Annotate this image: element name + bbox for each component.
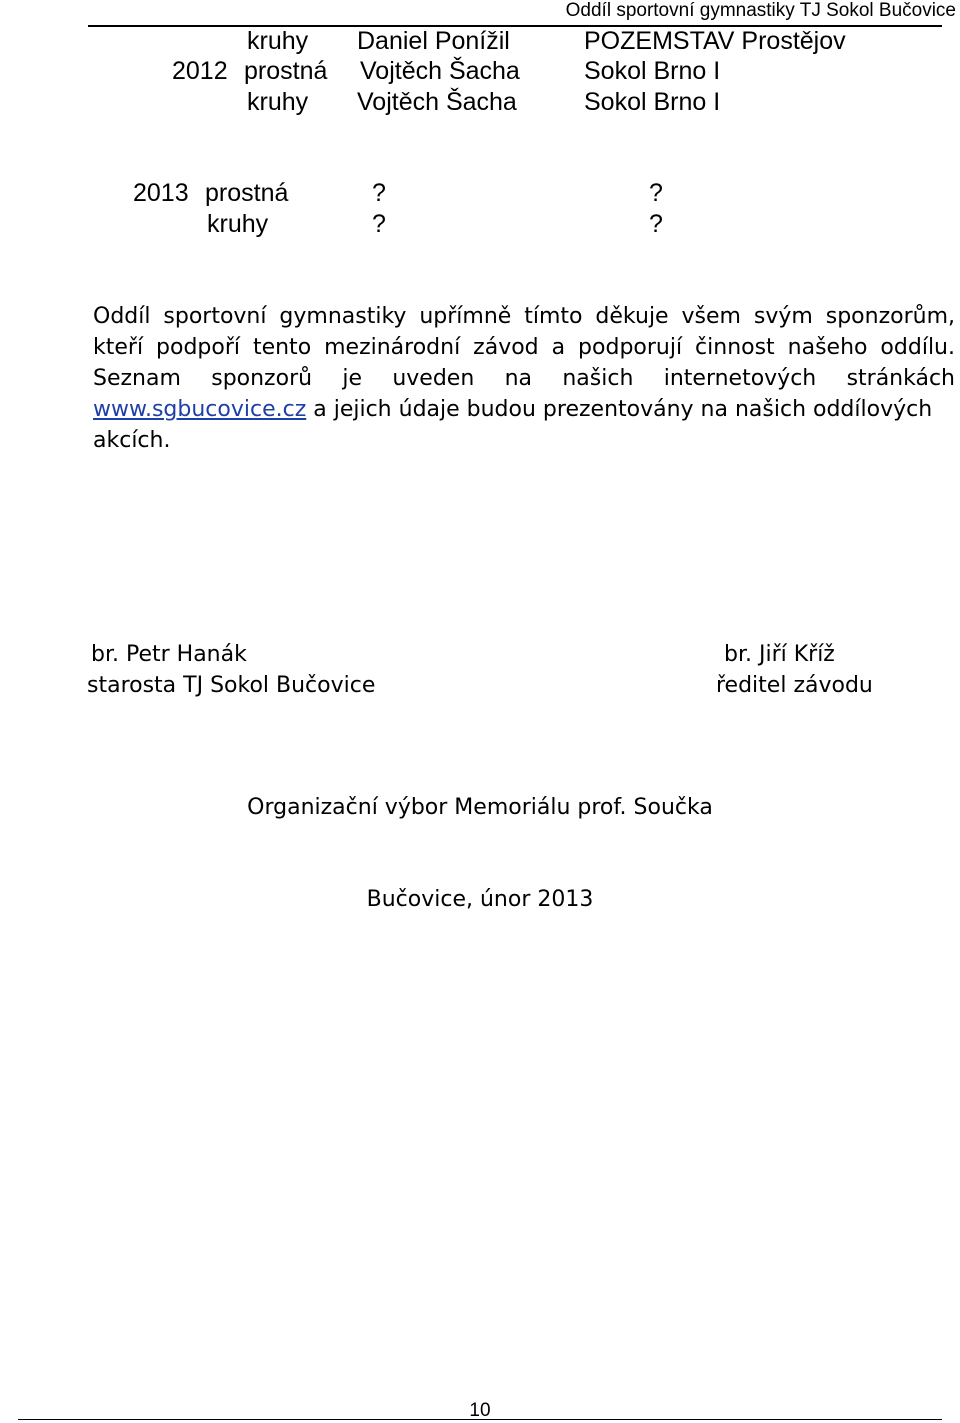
results-apparatus: kruhy: [207, 210, 269, 238]
signature-name-right: br. Jiří Kříž: [724, 642, 835, 667]
results-name: ?: [372, 179, 386, 207]
results-name: Vojtěch Šacha: [357, 88, 517, 116]
signature-role-left: starosta TJ Sokol Bučovice: [87, 673, 376, 698]
results-club: POZEMSTAV Prostějov: [584, 27, 846, 55]
paragraph-line: Seznam sponzorů je uveden na našich internetových stránkách: [93, 366, 955, 391]
committee-line: Organizační výbor Memoriálu prof. Součka: [247, 795, 713, 820]
results-name: Vojtěch Šacha: [360, 57, 520, 85]
results-club: ?: [649, 210, 663, 238]
results-name: Daniel Ponížil: [357, 27, 510, 55]
sponsor-paragraph: [93, 301, 955, 456]
paragraph-line: [93, 394, 955, 425]
results-name: ?: [372, 210, 386, 238]
results-club: ?: [649, 179, 663, 207]
signature-name-left: br. Petr Hanák: [91, 642, 247, 667]
paragraph-line: akcích.: [93, 428, 171, 453]
results-club: Sokol Brno I: [584, 88, 721, 116]
signature-role-right: ředitel závodu: [716, 673, 873, 698]
sponsor-website-link[interactable]: www.sgbucovice.cz: [93, 397, 307, 422]
paragraph-line: kteří podpoří tento mezinárodní závod a podporují činnost našeho oddílu.: [93, 335, 955, 360]
results-apparatus: prostná: [205, 179, 289, 207]
results-year: 2012: [172, 57, 228, 85]
results-apparatus: kruhy: [247, 88, 309, 116]
results-year: 2013: [133, 179, 189, 207]
paragraph-text: a jejich údaje budou prezentovány na našich oddílových: [306, 397, 933, 422]
results-apparatus: kruhy: [247, 27, 309, 55]
results-club: Sokol Brno I: [584, 57, 721, 85]
footer-rule: [18, 1419, 942, 1420]
results-apparatus: prostná: [244, 57, 328, 85]
place-date: Bučovice, únor 2013: [366, 887, 594, 912]
running-header: Oddíl sportovní gymnastiky TJ Sokol Bučovice: [565, 0, 956, 21]
paragraph-line: Oddíl sportovní gymnastiky upřímně tímto děkuje všem svým sponzorům,: [93, 304, 955, 329]
page-number: 10: [469, 1400, 491, 1421]
